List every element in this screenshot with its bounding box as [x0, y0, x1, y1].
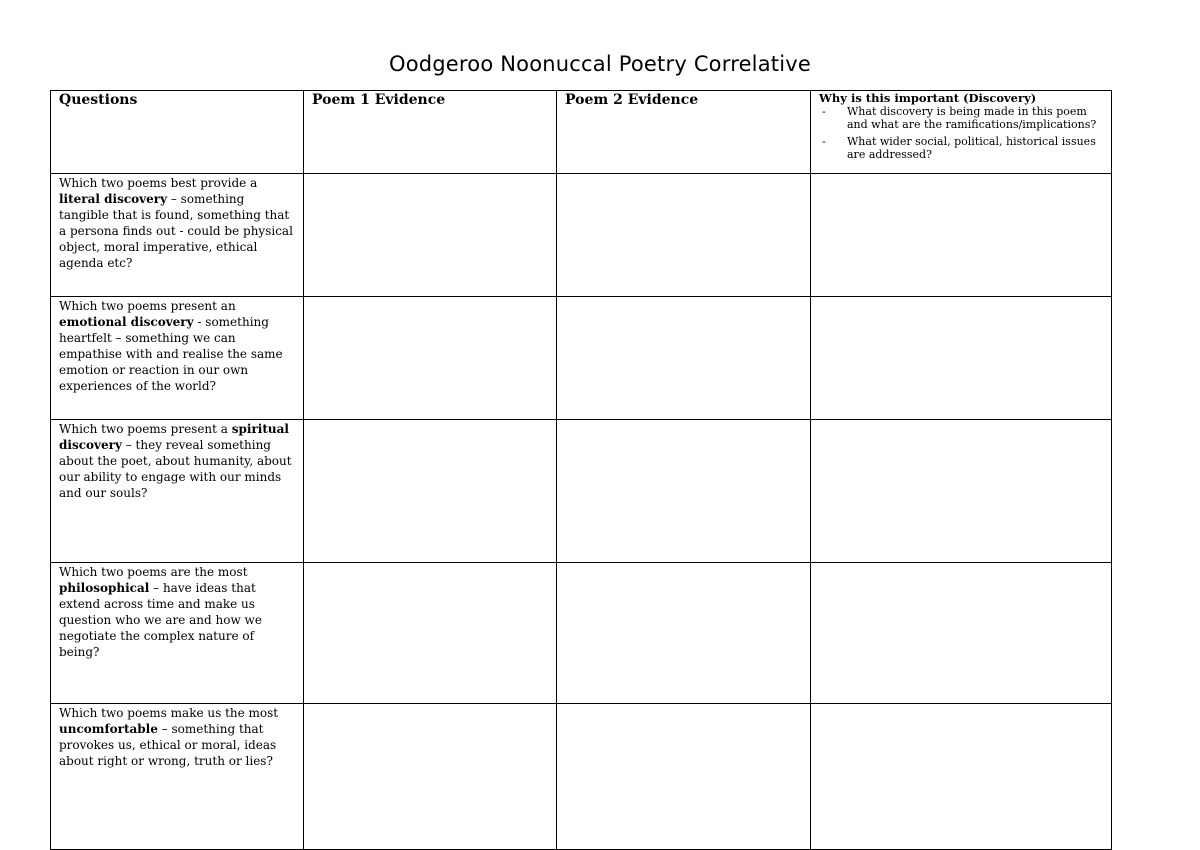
dash-bullet: - [822, 105, 826, 118]
header-poem1-evidence [304, 91, 557, 174]
why-important-cell[interactable] [811, 420, 1112, 563]
why-important-cell[interactable] [811, 297, 1112, 420]
question-keyword: philosophical [59, 581, 150, 595]
question-keyword: uncomfortable [59, 722, 158, 736]
correlative-table [50, 90, 1112, 850]
why-point-text: What wider social, political, historical issues are addressed? [847, 135, 1096, 161]
poem1-evidence-cell[interactable] [304, 704, 557, 850]
question-text: Which two poems are the most [59, 565, 248, 579]
why-important-title: Why is this important (Discovery) [819, 91, 1037, 105]
poem2-evidence-cell[interactable] [557, 174, 811, 297]
why-important-list [819, 105, 1103, 161]
question-text: Which two poems make us the most [59, 706, 279, 720]
table-row [51, 704, 1112, 850]
header-questions [51, 91, 304, 174]
header-why-important [811, 91, 1112, 174]
why-important-cell[interactable] [811, 704, 1112, 850]
question-text: Which two poems present a [59, 422, 232, 436]
question-text: Which two poems best provide a [59, 176, 258, 190]
table-row [51, 420, 1112, 563]
header-poem2-evidence [557, 91, 811, 174]
question-text: – something tangible that is found, something that a persona finds out - could be physical object, moral imperative, ethical agenda etc? [59, 192, 293, 270]
poem1-evidence-cell[interactable] [304, 563, 557, 704]
document-title: Oodgeroo Noonuccal Poetry Correlative [388, 52, 812, 76]
header-poem1-label: Poem 1 Evidence [312, 92, 446, 108]
why-important-point [819, 105, 1103, 131]
header-questions-label: Questions [59, 92, 138, 108]
question-cell [51, 420, 304, 563]
question-text: - something heartfelt – something we can empathise with and realise the same emotion or reaction in our own experiences of the world? [59, 315, 283, 393]
why-important-cell[interactable] [811, 174, 1112, 297]
question-cell [51, 297, 304, 420]
question-keyword: literal discovery [59, 192, 168, 206]
question-text: Which two poems present an [59, 299, 236, 313]
why-important-cell[interactable] [811, 563, 1112, 704]
dash-bullet: - [822, 135, 826, 148]
poem2-evidence-cell[interactable] [557, 563, 811, 704]
poem1-evidence-cell[interactable] [304, 297, 557, 420]
table-row [51, 174, 1112, 297]
question-text: – they reveal something about the poet, about humanity, about our ability to engage with our minds and our souls? [59, 438, 292, 500]
header-row [51, 91, 1112, 174]
poem2-evidence-cell[interactable] [557, 297, 811, 420]
question-keyword: emotional discovery [59, 315, 194, 329]
why-point-text: What discovery is being made in this poem and what are the ramifications/implications? [847, 105, 1097, 131]
table-row [51, 297, 1112, 420]
poem1-evidence-cell[interactable] [304, 420, 557, 563]
question-text: – something that provokes us, ethical or moral, ideas about right or wrong, truth or lies? [59, 722, 277, 768]
table-row [51, 563, 1112, 704]
poem1-evidence-cell[interactable] [304, 174, 557, 297]
question-cell [51, 174, 304, 297]
question-cell [51, 563, 304, 704]
question-text: – have ideas that extend across time and make us question who we are and how we negotiate the complex nature of being? [59, 581, 262, 659]
poem2-evidence-cell[interactable] [557, 420, 811, 563]
why-important-point [819, 135, 1103, 161]
question-cell [51, 704, 304, 850]
question-keyword: spiritual discovery [59, 422, 289, 452]
header-poem2-label: Poem 2 Evidence [565, 92, 699, 108]
poem2-evidence-cell[interactable] [557, 704, 811, 850]
